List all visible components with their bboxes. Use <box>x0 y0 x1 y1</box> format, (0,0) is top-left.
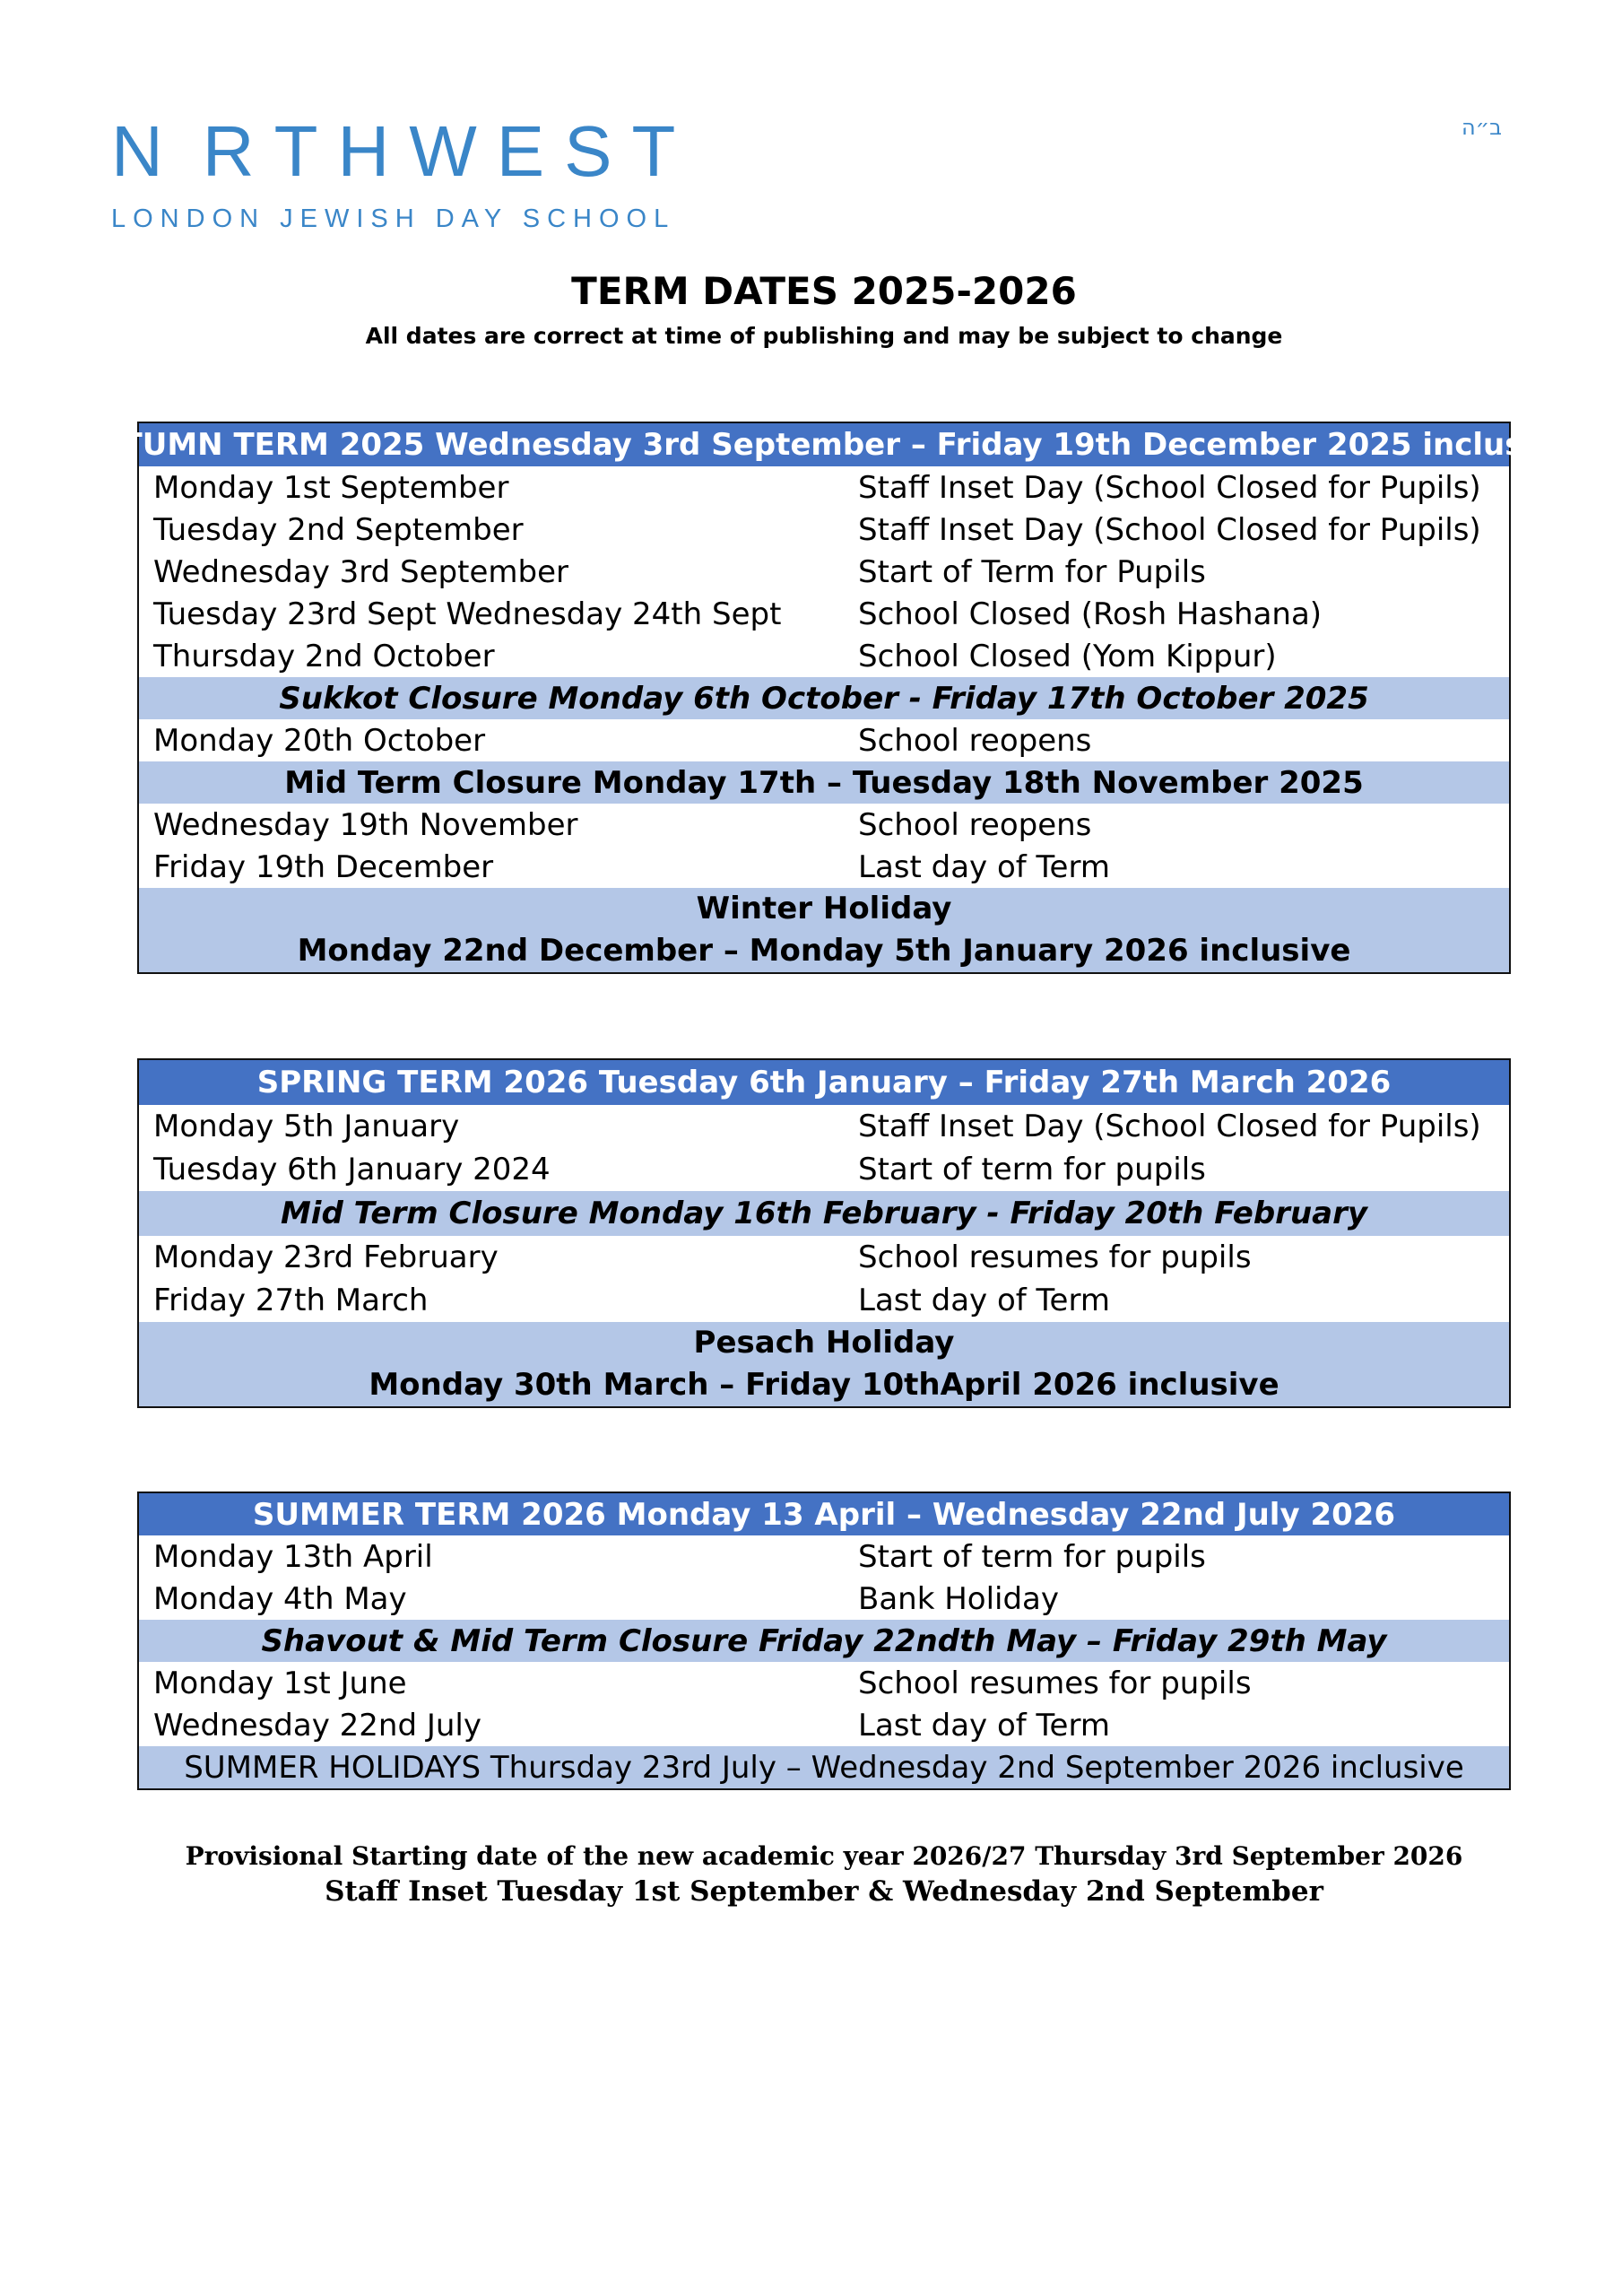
holiday-dates: Monday 22nd December – Monday 5th January 2026 inclusive <box>297 933 1351 969</box>
row-date: Monday 4th May <box>153 1580 407 1617</box>
logo-letter: N <box>111 111 183 191</box>
row-date: Wednesday 22nd July <box>153 1707 481 1744</box>
row-event: Last day of Term <box>858 1707 1110 1744</box>
row-event: School resumes for pupils <box>858 1665 1252 1701</box>
summer-term-header: SUMMER TERM 2026 Monday 13 April – Wednesday 22nd July 2026 <box>139 1493 1509 1535</box>
logo-letter: S <box>564 111 632 191</box>
logo-wordmark <box>111 111 696 191</box>
table-row <box>139 804 1509 846</box>
bsd-mark: ב״ה <box>1462 115 1503 140</box>
closure-band: Sukkot Closure Monday 6th October - Friday 17th October 2025 <box>139 677 1509 719</box>
row-event: School reopens <box>858 722 1092 759</box>
row-date: Monday 23rd February <box>153 1239 499 1275</box>
row-date: Thursday 2nd October <box>153 638 495 674</box>
spring-term-table <box>137 1058 1511 1408</box>
row-date: Monday 20th October <box>153 722 486 759</box>
page-title: TERM DATES 2025-2026 <box>571 269 1077 313</box>
row-event: Staff Inset Day (School Closed for Pupils) <box>858 1109 1481 1144</box>
logo-letter: T <box>631 111 696 191</box>
closure-band: Mid Term Closure Monday 16th February - Friday 20th February <box>139 1191 1509 1236</box>
table-row <box>139 466 1509 509</box>
table-row <box>139 846 1509 888</box>
row-date: Tuesday 23rd Sept Wednesday 24th Sept <box>153 596 782 632</box>
holiday-band <box>139 1322 1509 1406</box>
row-date: Tuesday 6th January 2024 <box>153 1152 551 1187</box>
table-row <box>139 1662 1509 1704</box>
row-event: Last day of Term <box>858 848 1110 885</box>
row-date: Monday 1st June <box>153 1665 407 1701</box>
logo-letter: H <box>337 111 410 191</box>
table-row <box>139 1236 1509 1279</box>
logo-letter: T <box>273 111 338 191</box>
row-event: Bank Holiday <box>858 1580 1060 1617</box>
row-date: Monday 1st September <box>153 469 509 506</box>
table-row <box>139 1535 1509 1578</box>
footer-note: Provisional Starting date of the new academic year 2026/27 Thursday 3rd September 2026 <box>185 1841 1463 1871</box>
row-event: Start of term for pupils <box>858 1538 1206 1575</box>
table-row <box>139 509 1509 551</box>
autumn-term-header: AUTUMN TERM 2025 Wednesday 3rd September – Friday 19th December 2025 inclusive <box>139 423 1509 466</box>
row-event: Staff Inset Day (School Closed for Pupils) <box>858 469 1481 506</box>
closure-band: Mid Term Closure Monday 17th – Tuesday 18th November 2025 <box>139 761 1509 804</box>
closure-band: Shavout & Mid Term Closure Friday 22ndth May – Friday 29th May <box>139 1620 1509 1662</box>
logo-letter: R <box>202 111 274 191</box>
table-row <box>139 635 1509 677</box>
logo-letter: W <box>409 111 497 191</box>
row-event: School Closed (Rosh Hashana) <box>858 596 1323 632</box>
autumn-term-table <box>74 422 1574 974</box>
row-event: Start of term for pupils <box>858 1152 1206 1187</box>
holiday-band: SUMMER HOLIDAYS Thursday 23rd July – Wednesday 2nd September 2026 inclusive <box>139 1746 1509 1788</box>
row-event: Staff Inset Day (School Closed for Pupils) <box>858 511 1481 548</box>
row-date: Tuesday 2nd September <box>153 511 524 548</box>
row-date: Wednesday 3rd September <box>153 553 568 590</box>
table-row <box>139 1704 1509 1746</box>
table-row <box>139 1148 1509 1191</box>
summer-term-table <box>137 1492 1511 1790</box>
row-date: Friday 27th March <box>153 1283 429 1318</box>
spring-term-header: SPRING TERM 2026 Tuesday 6th January – Friday 27th March 2026 <box>139 1060 1509 1105</box>
row-date: Monday 13th April <box>153 1538 433 1575</box>
table-row <box>139 719 1509 761</box>
row-event: School Closed (Yom Kippur) <box>858 638 1277 674</box>
row-event: School reopens <box>858 806 1092 843</box>
school-logo <box>111 111 696 234</box>
table-row <box>139 1279 1509 1322</box>
row-date: Wednesday 19th November <box>153 806 578 843</box>
page-subtitle: All dates are correct at time of publishing and may be subject to change <box>365 323 1283 349</box>
holiday-dates: Monday 30th March – Friday 10thApril 2026 inclusive <box>369 1367 1279 1403</box>
table-row <box>139 593 1509 635</box>
logo-subtitle: LONDON JEWISH DAY SCHOOL <box>111 204 676 233</box>
holiday-title: Pesach Holiday <box>693 1325 955 1361</box>
table-row <box>139 1105 1509 1148</box>
table-row <box>139 551 1509 593</box>
row-event: School resumes for pupils <box>858 1239 1252 1275</box>
row-event: Start of Term for Pupils <box>858 553 1206 590</box>
row-date: Friday 19th December <box>153 848 494 885</box>
holiday-title: Winter Holiday <box>696 891 952 926</box>
logo-letter: E <box>496 111 565 191</box>
table-row <box>139 1578 1509 1620</box>
row-date: Monday 5th January <box>153 1109 460 1144</box>
holiday-band <box>139 888 1509 972</box>
footer-note: Staff Inset Tuesday 1st September & Wednesday 2nd September <box>325 1875 1323 1908</box>
row-event: Last day of Term <box>858 1283 1110 1318</box>
